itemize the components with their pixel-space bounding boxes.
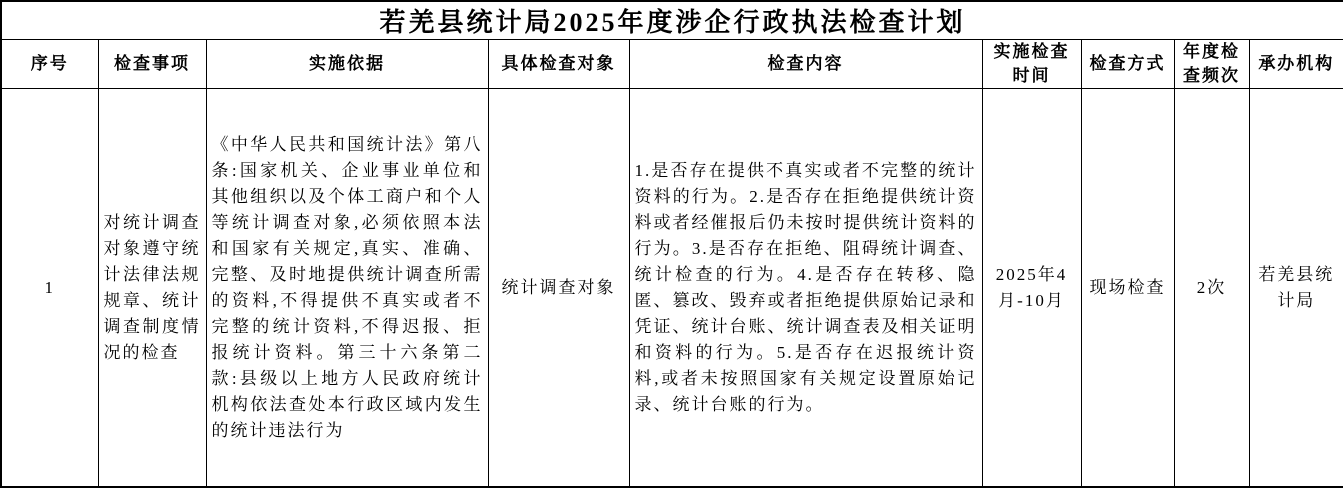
cell-agency: 若羌县统计局 (1249, 89, 1343, 488)
column-header-frequency: 年度检查频次 (1174, 40, 1249, 89)
table-row (1, 89, 1343, 488)
cell-frequency: 2次 (1174, 89, 1249, 488)
table-header-row (1, 40, 1343, 89)
page-title: 若羌县统计局2025年度涉企行政执法检查计划 (1, 1, 1343, 40)
column-header-time: 实施检查时间 (982, 40, 1081, 89)
column-header-item: 检查事项 (98, 40, 206, 89)
column-header-agency: 承办机构 (1249, 40, 1343, 89)
column-header-target: 具体检查对象 (488, 40, 629, 89)
cell-seq: 1 (1, 89, 98, 488)
title-row (1, 1, 1343, 40)
cell-target: 统计调查对象 (488, 89, 629, 488)
cell-content: 1.是否存在提供不真实或者不完整的统计资料的行为。2.是否存在拒绝提供统计资料或者经催报后仍未按时提供统计资料的行为。3.是否存在拒绝、阻碍统计调查、统计检查的行为。4.是否存在转移、隐匿、篡改、毁弃或者拒绝提供原始记录和凭证、统计台账、统计调查表及相关证明和资料的行为。5.是否存在迟报统计资料,或者未按照国家有关规定设置原始记录、统计台账的行为。 (629, 89, 982, 488)
cell-method: 现场检查 (1081, 89, 1174, 488)
cell-time: 2025年4月-10月 (982, 89, 1081, 488)
column-header-content: 检查内容 (629, 40, 982, 89)
cell-basis: 《中华人民共和国统计法》第八条:国家机关、企业事业单位和其他组织以及个体工商户和个人等统计调查对象,必须依照本法和国家有关规定,真实、准确、完整、及时地提供统计调查所需的资料,不得提供不真实或者不完整的统计资料,不得迟报、拒报统计资料。第三十六条第二款:县级以上地方人民政府统计机构依法查处本行政区域内发生的统计违法行为 (206, 89, 488, 488)
column-header-seq: 序号 (1, 40, 98, 89)
cell-item: 对统计调查对象遵守统计法律法规规章、统计调查制度情况的检查 (98, 89, 206, 488)
column-header-basis: 实施依据 (206, 40, 488, 89)
column-header-method: 检查方式 (1081, 40, 1174, 89)
